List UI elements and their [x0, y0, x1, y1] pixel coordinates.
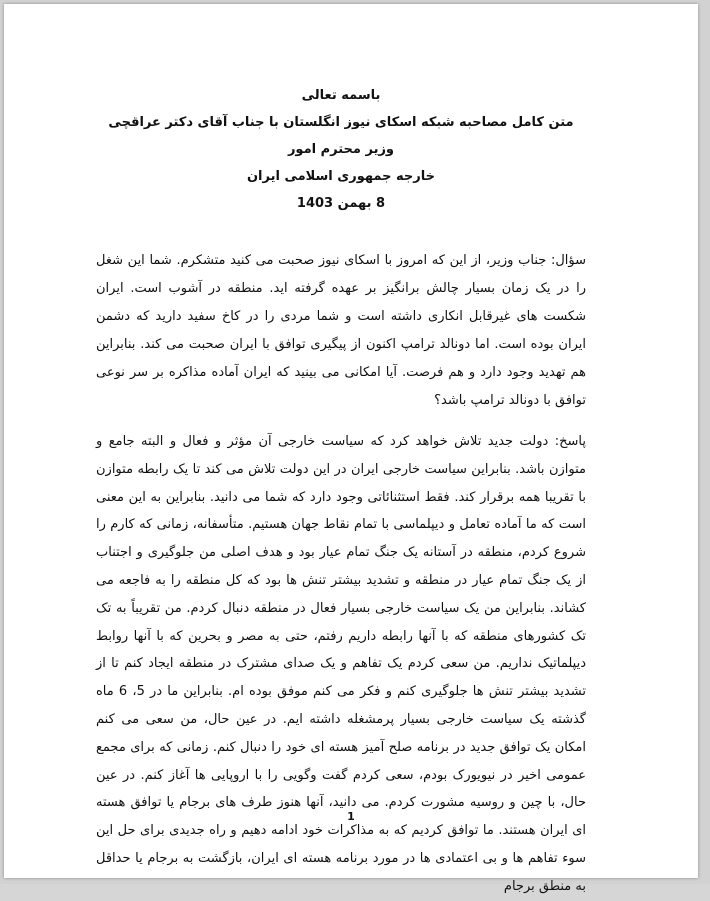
title-line-2: خارجه جمهوری اسلامی ایران	[246, 169, 436, 184]
question-text: جناب وزیر، از این که امروز با اسکای نیوز صحبت می کنید متشکرم. شما این شغل را در یک زمان بسیار چالش برانگیز بر عهده گرفته اید. منطقه در آشوب است. ایران شکست های غیرقابل انکاری داشته است و شما مردی را در کاخ سفید دارید که دشمن ایران بوده است. اما دونالد ترامپ اکنون از پیگیری توافق با ایران صحبت می کند. بنابراین هم تهدید وجود دارد و هم فرصت. آیا امکانی می بینید که ایران آماده مذاکره بر سر نوعی توافق با دونالد ترامپ باشد؟	[96, 253, 586, 408]
document-date: 8 بهمن 1403	[296, 196, 386, 211]
answer-text: دولت جدید تلاش خواهد کرد که سیاست خارجی آن مؤثر و فعال و البته جامع و متوازن باشد. بنابراین سیاست خارجی ایران در این دولت تلاش می کند تا یک رابطه متوازن با تقریبا همه برقرار کند. فقط استثنائاتی وجود دارد که شما می دانید. بنابراین به این معنی است که ما آماده تعامل و دیپلماسی با تمام نقاط جهان هستیم. متأسفانه، زمانی که کارم را شروع کردم، منطقه در آستانه یک جنگ تمام عیار بود و هدف اصلی من جلوگیری و اجتناب از یک جنگ تمام عیار در منطقه و تشدید بیشتر تنش ها بود که کل منطقه را به فاجعه می کشاند. بنابراین من یک سیاست خارجی بسیار فعال در منطقه دنبال کردم. من تقریباً به تک تک کشورهای منطقه که با آنها رابطه داریم رفتم، حتی به مصر و بحرین که با آنها روابط دیپلماتیک نداریم. من سعی کردم یک تفاهم و یک صدای مشترک در منطقه ایجاد کنم تا از تشدید بیشتر تنش ها جلوگیری کنم و فکر می کنم موفق بوده ام. بنابراین ما در 5، 6 ماه گذشته یک سیاست خارجی بسیار پرمشغله داشته ایم. در عین حال، من سعی می کنم امکان یک توافق جدید در برنامه صلح آمیز هسته ای خود را دنبال کنم. زمانی که برای مجمع عمومی اخیر در نیویورک بودم، سعی کردم گفت وگویی را با اروپایی ها آغاز کنم. در عین حال، با چین و روسیه مشورت کردم. می دانید، آنها هنوز طرف های برجام یا توافق هسته ای ایران هستند. ما توافق کردیم که به مذاکرات خود ادامه دهیم و راه جدیدی برای حل این سوء تفاهم ها و بی اعتمادی ها در مورد برنامه هسته ای ایران، بازگشت به برجام یا حداقل به منطق برجام	[96, 434, 587, 894]
title-line-1: متن کامل مصاحبه شبکه اسکای نیوز انگلستان با جناب آقای دکتر عراقچی وزیر محترم امور	[108, 115, 574, 157]
answer-label: پاسخ:	[554, 434, 586, 449]
page-number: 1	[347, 810, 355, 823]
document-header	[96, 82, 586, 217]
answer-paragraph	[96, 428, 586, 901]
basmala-heading: باسمه تعالی	[301, 88, 381, 103]
question-paragraph	[96, 247, 586, 415]
question-label: سؤال:	[550, 253, 586, 268]
document-page	[4, 4, 698, 894]
